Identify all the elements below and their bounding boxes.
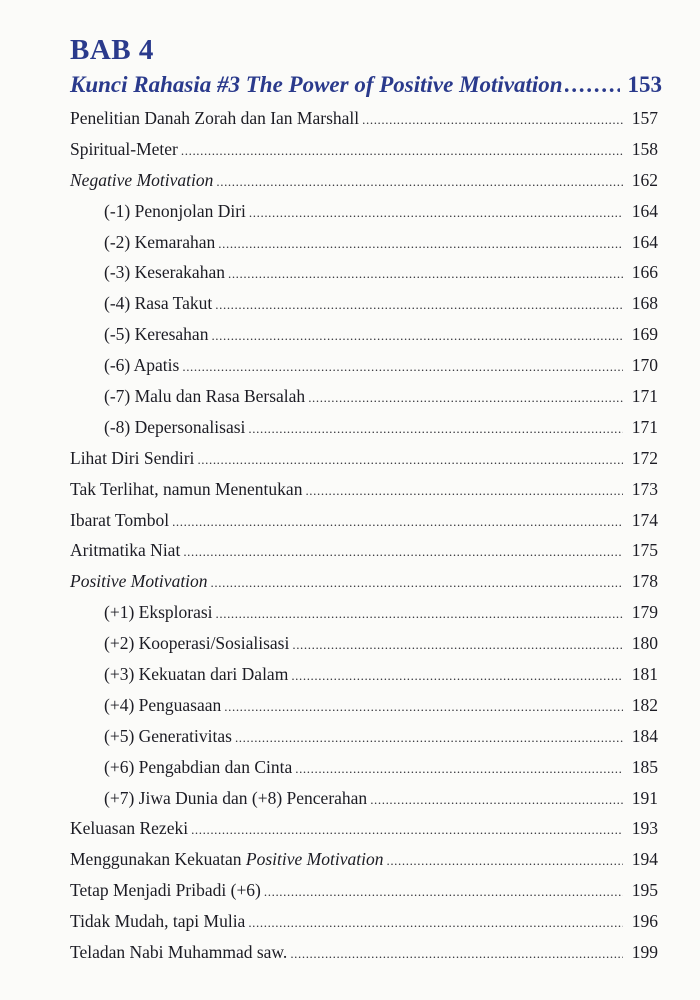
toc-entry-title [104, 788, 367, 809]
dot-leader [211, 575, 623, 591]
toc-entry-title [70, 108, 359, 129]
toc-entry [70, 849, 658, 880]
toc-entry-title-part: Ibarat Tombol [70, 509, 170, 530]
toc-entry-page-number: 194 [631, 849, 658, 870]
toc-entry-title [70, 942, 287, 963]
toc-entry-title [104, 664, 288, 685]
toc-entry-title-part: Keluasan Rezeki [70, 818, 189, 839]
dot-leader [248, 915, 623, 931]
dot-leader [211, 328, 623, 344]
toc-entry-title [104, 695, 221, 716]
dot-leader [249, 205, 623, 221]
toc-entry-title [70, 911, 245, 932]
toc-entry-title-part: (+4) Penguasaan [104, 694, 222, 715]
toc-entry-title [70, 880, 261, 901]
dot-leader [228, 266, 623, 282]
toc-entry-title [104, 324, 208, 345]
toc-entry-title [70, 571, 208, 592]
toc-entry [70, 664, 658, 695]
toc-entry [70, 695, 658, 726]
toc-entry-page-number: 195 [631, 880, 658, 901]
dot-leader [362, 112, 623, 128]
chapter-heading [70, 72, 662, 98]
toc-entry [70, 818, 658, 849]
dot-leader [172, 514, 623, 530]
toc-entry-page-number: 175 [631, 540, 658, 561]
toc-entry-title-part: Spiritual-Meter [70, 138, 178, 159]
toc-entry-title-part: (+1) Eksplorasi [104, 602, 213, 623]
toc-entry [70, 293, 658, 324]
toc-entry-title [104, 757, 292, 778]
toc-entry-title-part: Negative Motivation [70, 169, 214, 190]
dot-leader [386, 853, 623, 869]
dot-leader [264, 884, 623, 900]
toc-entry-title-part: (-3) Keserakahan [104, 262, 225, 283]
toc-entry-page-number: 184 [631, 725, 658, 746]
toc-entry-page-number: 169 [631, 324, 658, 345]
toc-entry-page-number: 164 [631, 200, 658, 221]
toc-entry-title [70, 170, 213, 191]
toc-entry-title-part: (+3) Kekuatan dari Dalam [104, 664, 289, 685]
toc-entry-page-number: 174 [631, 509, 658, 530]
dot-leader [292, 637, 623, 653]
toc-entry [70, 448, 658, 479]
dot-leader [218, 236, 623, 252]
toc-entry-title-part: Positive Motivation [70, 571, 208, 592]
dot-leader [305, 483, 623, 499]
toc-entry-page-number: 171 [631, 386, 658, 407]
toc-entry-title [70, 540, 180, 561]
dot-leader [183, 544, 623, 560]
toc-entry-title [104, 262, 225, 283]
toc-entry [70, 386, 658, 417]
toc-entry-page-number: 185 [631, 756, 658, 777]
toc-entry-title [104, 232, 215, 253]
toc-entry-page-number: 180 [631, 633, 658, 654]
dot-leader [224, 699, 623, 715]
toc-entry-title-part: (+2) Kooperasi/Sosialisasi [104, 633, 290, 654]
toc-entry-page-number: 166 [631, 262, 658, 283]
toc-entry-title [104, 726, 232, 747]
toc-entry-title-part: Lihat Diri Sendiri [70, 447, 195, 468]
toc-entry-page-number: 178 [631, 571, 658, 592]
toc-entry-page-number: 182 [631, 694, 658, 715]
toc-entry-page-number: 157 [631, 108, 658, 128]
toc-entry [70, 108, 658, 139]
toc-entry-title [70, 510, 169, 531]
toc-entry-title-part: (-5) Keresahan [104, 324, 209, 345]
dot-leader [235, 730, 623, 746]
toc-entry-title [70, 818, 188, 839]
toc-entry [70, 540, 658, 571]
toc-entry-page-number: 162 [631, 169, 658, 190]
toc-entry-title [70, 448, 194, 469]
toc-entry-title-part: Tetap Menjadi Pribadi (+6) [70, 880, 261, 901]
toc-entry-page-number: 172 [631, 447, 658, 468]
toc-entry-title [104, 293, 212, 314]
toc-entry-title-part: (+6) Pengabdian dan Cinta [104, 756, 293, 777]
toc-entry-page-number: 173 [631, 478, 658, 499]
toc-entry [70, 232, 658, 263]
chapter-page-number: 153 [627, 72, 662, 97]
toc-entry-page-number: 193 [631, 818, 658, 839]
toc-entry-page-number: 199 [631, 942, 658, 963]
dot-leader [182, 359, 623, 375]
dot-leader [191, 822, 623, 838]
toc-entry [70, 479, 658, 510]
toc-entry [70, 880, 658, 911]
dot-leader [181, 143, 623, 159]
toc-entry-title-part: (-7) Malu dan Rasa Bersalah [104, 386, 306, 407]
toc-entry-title [104, 201, 246, 222]
toc-entry-page-number: 170 [631, 355, 658, 376]
dot-leader [291, 668, 623, 684]
dot-leader [215, 297, 623, 313]
toc-entry [70, 788, 658, 819]
toc-entry-title [70, 139, 178, 160]
toc-entry-title [70, 849, 383, 870]
toc-entry [70, 726, 658, 757]
toc-entry-title-part: Tidak Mudah, tapi Mulia [70, 911, 246, 932]
toc-entry [70, 571, 658, 602]
toc-entry-title-part: Tak Terlihat, namun Menentukan [70, 478, 303, 499]
toc-entry [70, 417, 658, 448]
toc-entry-page-number: 181 [631, 664, 658, 685]
toc-entry-title-part: Positive Motivation [245, 849, 384, 870]
toc-entry [70, 942, 658, 973]
dot-leader [308, 390, 623, 406]
toc-entry-title-part: Menggunakan Kekuatan [70, 849, 246, 870]
chapter-title: Kunci Rahasia #3 The Power of Positive Motivation [70, 72, 563, 97]
toc-entry-title-part: (-8) Depersonalisasi [104, 416, 246, 437]
toc-entry [70, 633, 658, 664]
toc-entry [70, 602, 658, 633]
toc-entry [70, 262, 658, 293]
dot-leader [216, 606, 623, 622]
toc-entry-page-number: 179 [631, 602, 658, 623]
toc-entry-title-part: (-6) Apatis [104, 355, 180, 376]
toc-entry [70, 324, 658, 355]
toc-entry [70, 757, 658, 788]
toc-list [70, 108, 658, 973]
dot-leader [370, 792, 623, 808]
toc-entry [70, 201, 658, 232]
toc-entry-page-number: 164 [631, 231, 658, 252]
toc-entry-title-part: (+5) Generativitas [104, 725, 232, 746]
toc-entry-title-part: Penelitian Danah Zorah dan Ian Marshall [70, 108, 360, 128]
toc-entry-page-number: 171 [631, 416, 658, 437]
toc-entry [70, 510, 658, 541]
toc-entry-title [70, 479, 302, 500]
toc-entry-title [104, 417, 245, 438]
toc-entry-title-part: Aritmatika Niat [70, 540, 181, 561]
dot-leader [565, 72, 620, 98]
toc-entry-page-number: 191 [631, 787, 658, 808]
toc-entry [70, 139, 658, 170]
toc-entry-title [104, 602, 213, 623]
toc-entry [70, 355, 658, 386]
dot-leader [216, 174, 623, 190]
dot-leader [197, 452, 623, 468]
toc-entry-page-number: 158 [631, 138, 658, 159]
toc-entry-page-number: 168 [631, 293, 658, 314]
toc-entry [70, 911, 658, 942]
toc-entry-title-part: (-1) Penonjolan Diri [104, 200, 246, 221]
toc-entry-title-part: Teladan Nabi Muhammad saw. [70, 942, 288, 963]
toc-entry-title-part: (-4) Rasa Takut [104, 293, 213, 314]
dot-leader [295, 761, 623, 777]
dot-leader [290, 946, 623, 962]
toc-entry [70, 170, 658, 201]
toc-entry-title [104, 633, 289, 654]
toc-entry-title-part: (+7) Jiwa Dunia dan (+8) Pencerahan [104, 787, 368, 808]
toc-entry-page-number: 196 [631, 911, 658, 932]
chapter-label: BAB 4 [70, 34, 154, 66]
toc-entry-title [104, 386, 305, 407]
toc-entry-title [104, 355, 179, 376]
toc-entry-title-part: (-2) Kemarahan [104, 231, 216, 252]
dot-leader [248, 421, 623, 437]
